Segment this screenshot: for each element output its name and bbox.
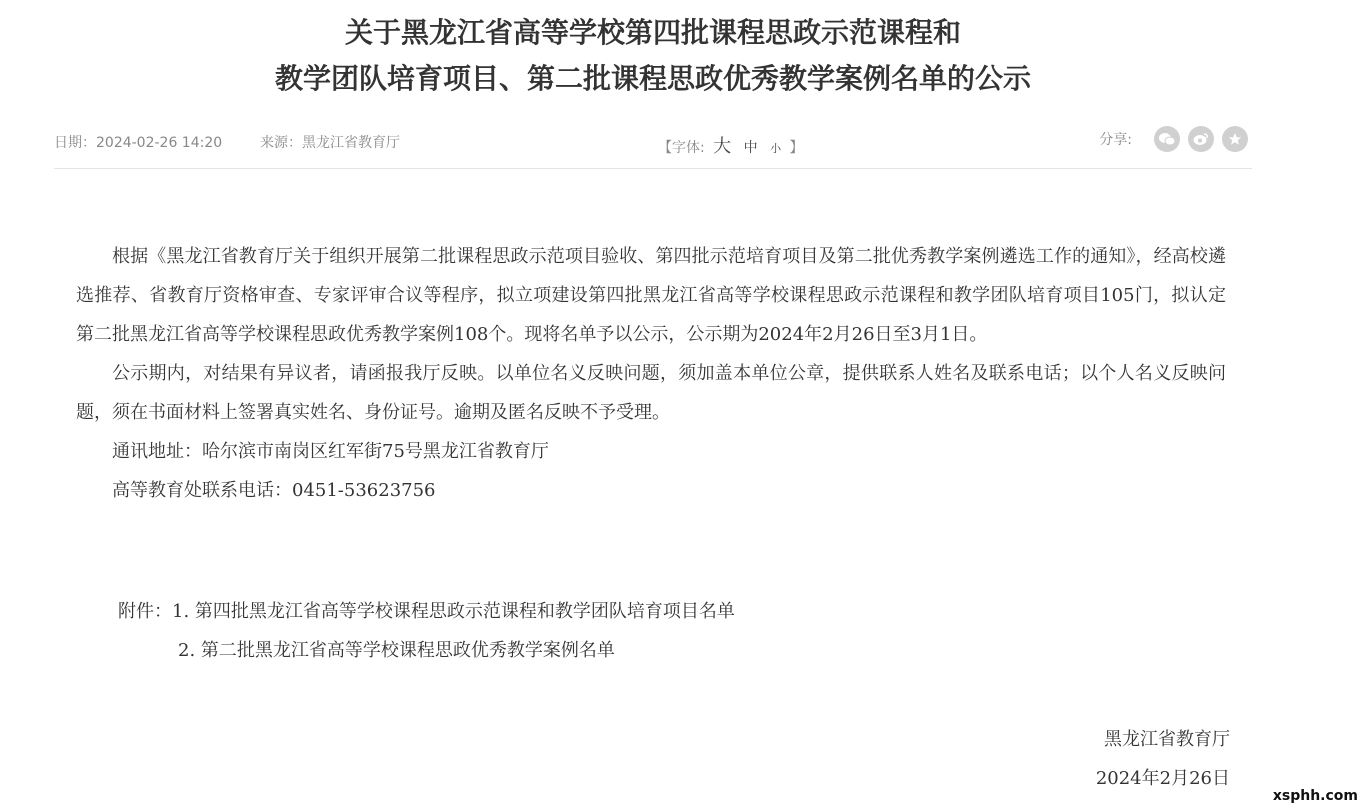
- attachments: [118, 592, 735, 670]
- title-line-1: 关于黑龙江省高等学校第四批课程思政示范课程和: [344, 16, 961, 49]
- attachment-link[interactable]: 2. 第二批黑龙江省高等学校课程思政优秀教学案例名单: [178, 640, 615, 661]
- signature: [1096, 720, 1230, 798]
- body-paragraph: 根据《黑龙江省教育厅关于组织开展第二批课程思政示范项目验收、第四批示范培育项目及第二批优秀教学案例遴选工作的通知》，经高校遴选推荐、省教育厅资格审查、专家评审合议等程序，拟立项建设第四批黑龙江省高等学校课程思政示范课程和教学团队培育项目105门，拟认定第二批黑龙江省高等学校课程思政优秀教学案例108个。现将名单予以公示，公示期为2024年2月26日至3月1日。: [76, 246, 1226, 345]
- share-bar: [1099, 126, 1248, 152]
- share-label: 分享:: [1099, 132, 1132, 148]
- font-size-switcher: [658, 132, 804, 158]
- watermark: xsphh.com: [1269, 788, 1362, 804]
- font-size-suffix: 】: [789, 140, 804, 156]
- article-meta: [54, 124, 1252, 160]
- contact-phone: 高等教育处联系电话：0451-53623756: [112, 480, 436, 501]
- signature-date: 2024年2月26日: [1095, 768, 1230, 789]
- title-line-2: 教学团队培育项目、第二批课程思政优秀教学案例名单的公示: [274, 62, 1031, 95]
- weibo-icon[interactable]: [1188, 126, 1214, 152]
- font-size-small-button[interactable]: 小: [770, 142, 782, 155]
- article-source: 来源：黑龙江省教育厅: [260, 135, 400, 151]
- article-title: [0, 10, 1306, 102]
- favorite-icon[interactable]: [1222, 126, 1248, 152]
- meta-divider: [54, 168, 1252, 169]
- signature-org: 黑龙江省教育厅: [1104, 729, 1230, 750]
- body-paragraph: 公示期内，对结果有异议者，请函报我厅反映。以单位名义反映问题，须加盖本单位公章，提供联系人姓名及联系电话；以个人名义反映问题，须在书面材料上签署真实姓名、身份证号。逾期及匿名反映不予受理。: [76, 363, 1226, 423]
- font-size-medium-button[interactable]: 中: [743, 140, 758, 156]
- wechat-icon[interactable]: [1154, 126, 1180, 152]
- publish-date: 日期：2024-02-26 14:20: [54, 135, 223, 151]
- attachment-link[interactable]: 1. 第四批黑龙江省高等学校课程思政示范课程和教学团队培育项目名单: [172, 601, 735, 622]
- contact-address: 通讯地址：哈尔滨市南岗区红军街75号黑龙江省教育厅: [112, 441, 549, 462]
- attachments-label: 附件：: [118, 601, 172, 622]
- font-size-prefix: 【字体:: [658, 140, 705, 156]
- article-body: [76, 237, 1226, 510]
- font-size-large-button[interactable]: 大: [713, 136, 732, 157]
